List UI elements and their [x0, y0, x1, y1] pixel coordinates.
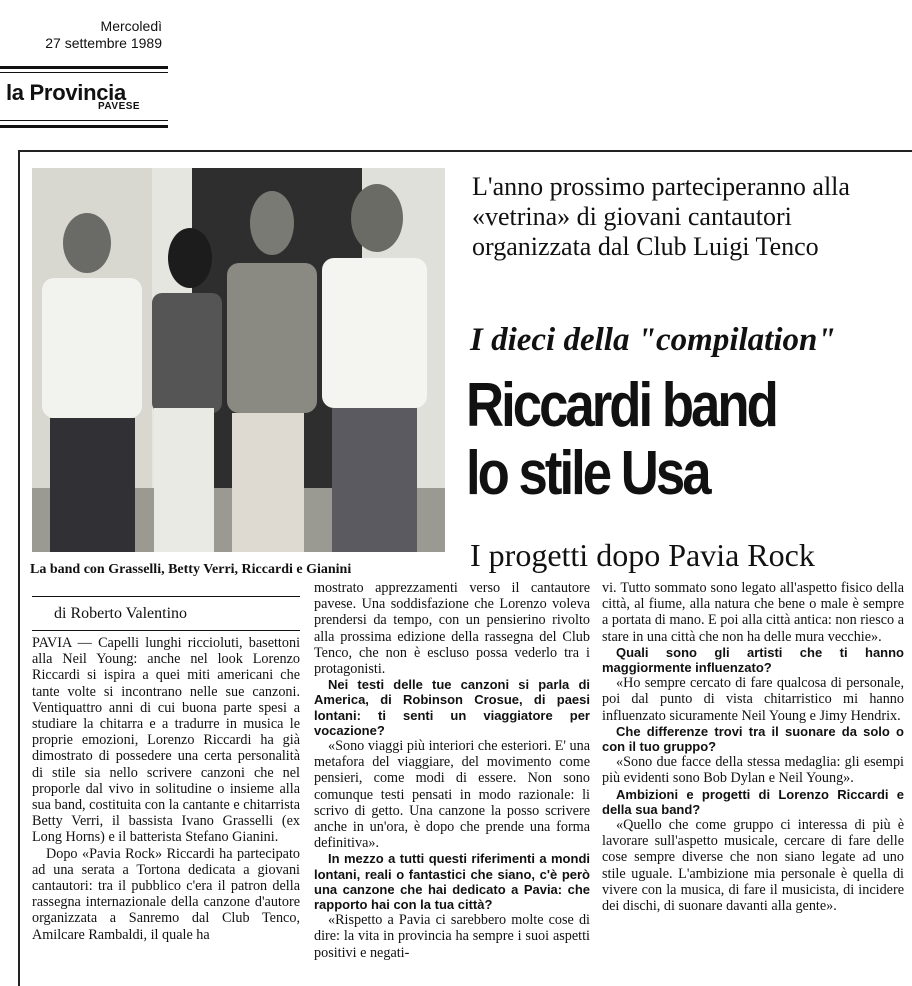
col2-question-2: In mezzo a tutti questi riferimenti a mondi lontani, reali o fantastici che siano, c'è però una canzone che hai dedicato a Pavia: che rapporto hai con la tua città?: [314, 851, 590, 913]
publication-date: [30, 18, 162, 52]
headline-line-2: lo stile Usa: [466, 439, 709, 508]
col3-paragraph-1: vi. Tutto sommato sono legato all'aspetto fisico della città, al fiume, alla natura che bene o male è sempre a portata di mano. E poi alla città antica: non riesco a stare in una città che non ha delle mura vecchie».: [602, 580, 904, 645]
col2-answer-2: «Rispetto a Pavia ci sarebbero molte cose di dire: la vita in provincia ha sempre i suoi aspetti positivi e negati-: [314, 912, 590, 961]
article-column-2: [314, 580, 590, 961]
date: 27 settembre 1989: [45, 35, 162, 51]
kicker: L'anno prossimo parteciperanno alla «vetrina» di giovani cantautori organizzata dal Club Luigi Tenco: [472, 172, 850, 261]
byline-rule-top: [32, 596, 300, 597]
overline: I dieci della "compilation": [470, 322, 836, 358]
masthead-rule-bottom: [0, 120, 168, 121]
byline: di Roberto Valentino: [54, 605, 188, 622]
photo-caption: La band con Grasselli, Betty Verri, Riccardi e Gianini: [30, 562, 352, 577]
col3-answer-2: «Sono due facce della stessa medaglia: gli esempi più evidenti sono Bob Dylan e Neil Young».: [602, 754, 904, 787]
masthead-rule-top-thin: [0, 72, 168, 73]
band-photo: [32, 168, 445, 552]
col1-paragraph-1-text: Capelli lunghi riccioluti, basettoni alla Neil Young: anche nel look Lorenzo Riccardi si ispira a quei miti americani che tante volte si incontrano nelle sue canzoni. Ventiquattro anni di cui buona parte spesi a studiare la chitarra e a tradurre in musica le proprie emozioni, Lorenzo Riccardi ha già dimostrato di possedere una certa personalità di stile sia nello scrivere canzoni che nel proporle dal vivo in solitudine o insieme alla sua band, costituita con la cantante e chitarrista Betty Verri, il bassista Ivano Grasselli (ex Long Horns) e il batterista Stefano Gianini.: [32, 635, 301, 846]
masthead-subtitle: PAVESE: [98, 101, 141, 112]
col2-paragraph-1: mostrato apprezzamenti verso il cantautore pavese. Una soddisfazione che Lorenzo voleva prendersi da tempo, con un pensierino rivolto alla prossima edizione della rassegna del Club Tenco, che non è escluso possa vederlo tra i protagonisti.: [314, 580, 590, 678]
col3-question-3: Ambizioni e progetti di Lorenzo Riccardi e della sua band?: [602, 786, 904, 817]
article-column-1: [32, 635, 300, 943]
dateline-place: PAVIA —: [32, 635, 92, 651]
subheadline: I progetti dopo Pavia Rock: [470, 537, 815, 573]
headline-line-1: Riccardi band: [466, 371, 776, 440]
col1-paragraph-1: [32, 635, 300, 846]
article-column-3: [602, 580, 904, 914]
masthead-name: la Provincia: [6, 80, 126, 105]
article-frame-left: [18, 150, 20, 986]
col3-answer-3: «Quello che come gruppo ci interessa di più è lavorare sull'aspetto musicale, cercare di fare delle cose sempre diverse che non siano legate ad uno stile uguale. L'ambizione mia personale è quella di vivere con la musica, di fare il musicista, di incidere dei dischi, di suonare davanti alla gente».: [602, 817, 904, 915]
masthead-rule-top: [0, 66, 168, 69]
article-frame-top: [18, 150, 912, 152]
col3-answer-1: «Ho sempre cercato di fare qualcosa di personale, poi dal punto di vista chitarristico mi hanno influenzato sicuramente Neil Young e Jimy Hendrix.: [602, 675, 904, 724]
col3-question-1: Quali sono gli artisti che ti hanno maggiormente influenzato?: [602, 644, 904, 676]
col2-answer-1: «Sono viaggi più interiori che esteriori. E' una metafora del viaggiare, del movimento come pensieri, come modi di essere. Non sono comunque testi pensati in modo razionale: li scrivo di getto. Una canzone la posso scrivere anche in un'ora, è dopo che prende una forma definitiva».: [314, 738, 590, 852]
masthead-rule-bottom-thick: [0, 125, 168, 128]
weekday: Mercoledì: [100, 18, 162, 34]
col2-question-1: Nei testi delle tue canzoni si parla di America, di Robinson Crosue, di paesi lontani: ti senti un viaggiatore per vocazione?: [314, 677, 590, 738]
byline-rule-bottom: [32, 630, 300, 631]
band-photo-illustration: [32, 168, 445, 552]
col3-question-2: Che differenze trovi tra il suonare da solo o con il tuo gruppo?: [602, 723, 904, 755]
col1-paragraph-2: Dopo «Pavia Rock» Riccardi ha partecipato ad una serata a Tortona dedicata a giovani cantautori: tra il pubblico c'era il patron della rassegna internazionale della canzone d'autore organizzata a Sanremo dal Club Tenco, Amilcare Rambaldi, il quale ha: [32, 845, 300, 943]
headline: [466, 372, 840, 508]
